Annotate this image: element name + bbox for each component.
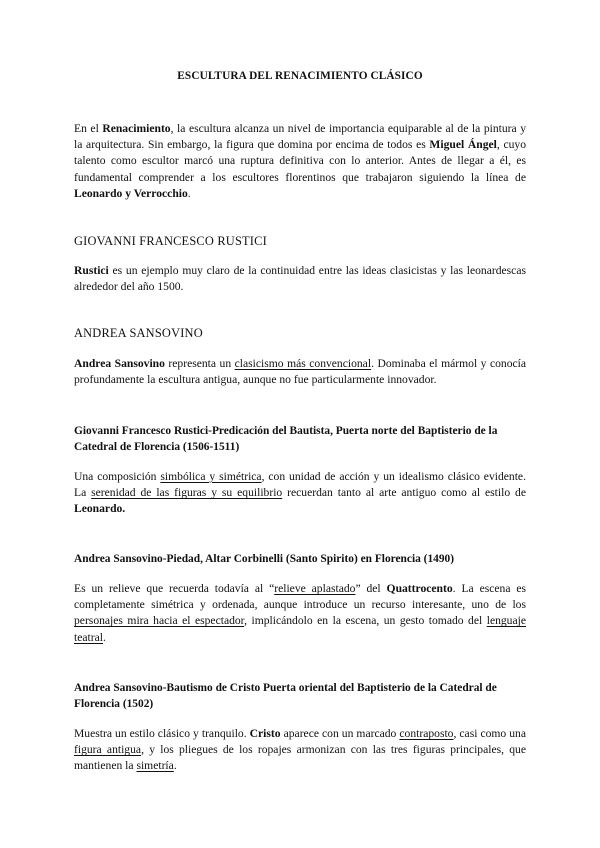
underlined-term: clasicismo más convencional: [234, 357, 372, 370]
text-run: , la escultura alcanza un nivel de importancia equiparable al de la pintura y la arquitectura. Sin embargo, la figura que domina por encima de todos es: [74, 122, 527, 152]
text-run: .: [102, 630, 106, 644]
text-run: es un ejemplo muy claro de la continuidad entre las ideas clasicistas y las leonardescas alrededor del año 1500.: [74, 264, 526, 294]
text-run: , con unidad de acción y un idealismo clásico evidente. La: [74, 470, 526, 500]
work1-section: [74, 423, 526, 518]
work3-section: [74, 680, 526, 775]
underlined-term: simetría: [136, 759, 174, 773]
text-run: Muestra un estilo clásico y tranquilo.: [74, 727, 250, 740]
work-heading-predicacion: Giovanni Francesco Rustici-Predicación del Bautista, Puerta norte del Baptisterio de la Catedral de Florencia (1506-1511): [74, 425, 498, 453]
bold-term: Rustici: [74, 264, 109, 277]
text-run: representa un: [164, 357, 235, 370]
text-run: , casi como una: [453, 727, 527, 740]
bold-term: Andrea Sansovino: [74, 357, 165, 370]
underlined-term: lenguaje teatral: [74, 614, 526, 644]
sansovino-section: [74, 326, 526, 388]
underlined-term: serenidad de las figuras y su equilibrio: [91, 486, 283, 500]
underlined-term: figura antigua: [74, 743, 142, 757]
text-run: , y los pliegues de los ropajes armonizan con las tres figuras principales, que mantienen la: [74, 743, 526, 773]
text-run: ” del: [355, 582, 387, 595]
text-run: . Dominaba el mármol y conocía profundamente la escultura antigua, aunque no fue particularmente innovador.: [74, 357, 527, 387]
sansovino-paragraph: [74, 356, 526, 388]
work3-paragraph: [74, 726, 526, 775]
text-run: , cuyo talento como escultor marcó una ruptura definitiva con lo anterior. Antes de llegar a él, es fundamental comprender a los escultores florentinos que trabajaron siguiendo la línea de: [74, 138, 526, 184]
work-heading-piedad: Andrea Sansovino-Piedad, Altar Corbinelli (Santo Spirito) en Florencia (1490): [74, 553, 455, 565]
text-run: .: [173, 759, 177, 773]
text-run: recuerdan tanto al arte antiguo como al estilo de: [282, 486, 526, 500]
text-run: , implicándolo en la escena, un gesto tomado del: [244, 614, 487, 628]
underlined-term: relieve aplastado: [274, 582, 356, 595]
document-title: ESCULTURA DEL RENACIMIENTO CLÁSICO: [177, 70, 423, 82]
bold-term: Leonardo y Verrocchio: [74, 186, 188, 200]
bold-term: Cristo: [249, 727, 281, 740]
underlined-term: contraposto: [399, 727, 454, 740]
intro-paragraph: [74, 121, 526, 202]
text-run: .: [187, 186, 191, 200]
underlined-term: simbólica y simétrica: [160, 470, 262, 483]
bold-term: Leonardo.: [74, 502, 126, 516]
bold-term: Renacimiento: [102, 122, 171, 135]
intro-paragraph-block: [74, 121, 526, 202]
text-run: aparece con un marcado: [280, 727, 400, 740]
underlined-term: personajes mira hacia el espectador: [74, 614, 245, 628]
section-heading-sansovino: ANDREA SANSOVINO: [74, 326, 203, 340]
text-run: Es un relieve que recuerda todavía al “: [74, 582, 275, 595]
rustici-section: [74, 234, 526, 295]
text-run: En el: [74, 122, 103, 135]
bold-term: Miguel Ángel: [429, 138, 497, 152]
rustici-paragraph: [74, 263, 526, 295]
text-run: Una composición: [74, 470, 161, 483]
work1-paragraph: [74, 469, 526, 518]
work2-paragraph: [74, 581, 526, 646]
section-heading-rustici: GIOVANNI FRANCESCO RUSTICI: [74, 234, 267, 248]
text-run: . La escena es completamente simétrica y ordenada, aunque introduce un recurso interesante, uno de los: [74, 582, 527, 612]
work-heading-bautismo: Andrea Sansovino-Bautismo de Cristo Puerta oriental del Baptisterio de la Catedral de Florencia (1502): [74, 682, 497, 710]
work2-section: [74, 551, 526, 646]
bold-term: Quattrocento: [386, 582, 453, 595]
